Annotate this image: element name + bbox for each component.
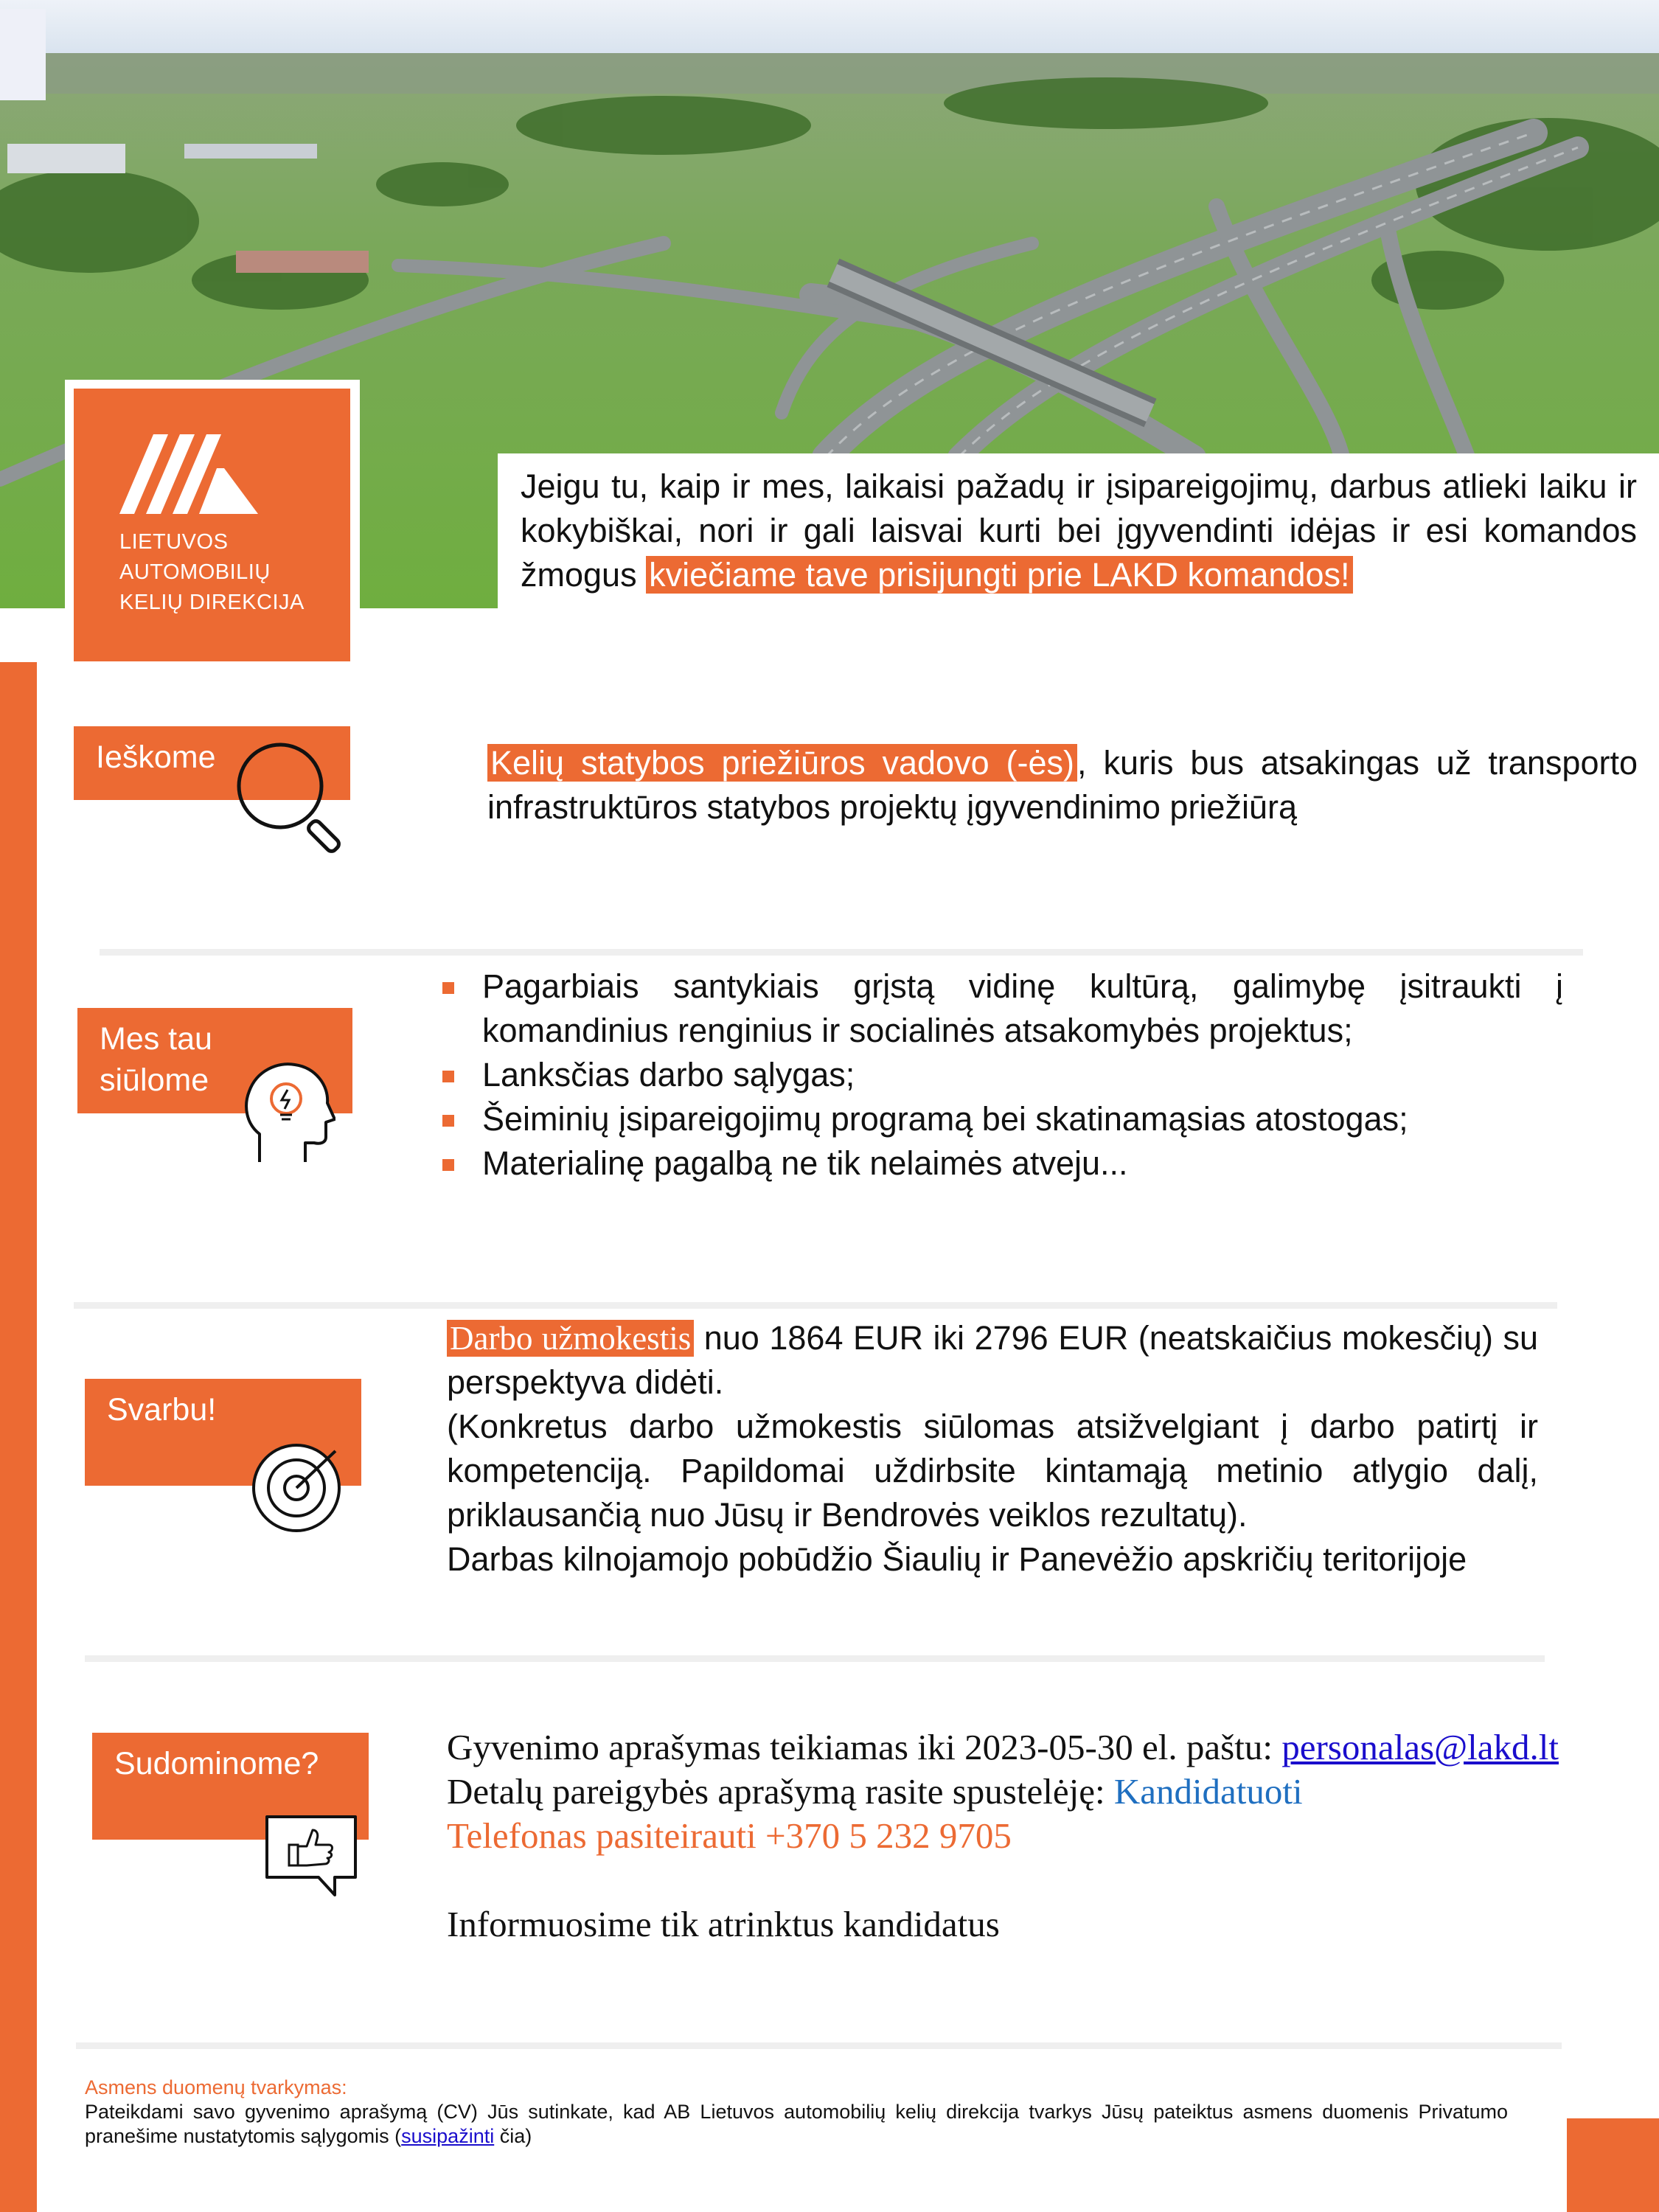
logo-line-1: LIETUVOS (119, 530, 229, 554)
corner-tab (0, 9, 46, 100)
offer-item: Šeiminių įsipareigojimų programą bei skatinamąsias atostogas; (442, 1097, 1563, 1141)
magnifier-icon (230, 736, 348, 854)
seeking-text: , kuris bus atsakingas už transporto infrastruktūros statybos projektų įgyvendinimo priežiūrą (487, 744, 1638, 826)
salary-line (447, 1316, 1538, 1405)
important-paragraph (447, 1316, 1538, 1582)
intro-text: Jeigu tu, kaip ir mes, laikaisi pažadų ir įsipareigojimų, darbus atlieki laiku ir kokybiškai, nori ir gali laisvai kurti bei įgyvendinti idėjas ir esi komandos žmogus (521, 467, 1637, 594)
seeking-position: Kelių statybos priežiūros vadovo (-ės) (487, 744, 1077, 782)
important-label: Svarbu! (107, 1392, 217, 1427)
apply-link[interactable]: Kandidatuoti (1113, 1771, 1303, 1812)
seeking-paragraph (487, 741, 1638, 830)
phone-line: Telefonas pasiteirauti +370 5 232 9705 (447, 1815, 1012, 1856)
salary-note: (Konkretus darbo užmokestis siūlomas atsižvelgiant į darbo patirtį ir kompetenciją. Papildomai uždirbsite kintamąją metinio atlygio dalį, priklausančią nuo Jūsų ir Bendrovės veiklos rezultatų). (447, 1408, 1538, 1534)
cv-line (447, 1725, 1649, 1770)
salary-label: Darbo užmokestis (447, 1320, 694, 1357)
privacy-link[interactable]: susipažinti (401, 2125, 495, 2147)
idea-head-icon (243, 1060, 335, 1164)
offer-item: Pagarbiais santykiais grįstą vidinę kultūrą, galimybę įsitraukti į komandinius renginius ir socialinės atsakomybės projektus; (442, 964, 1563, 1053)
privacy-body (85, 2100, 1508, 2149)
privacy-suffix: čia) (494, 2125, 532, 2147)
section-divider (100, 949, 1583, 956)
seeking-label: Ieškome (96, 740, 216, 775)
offer-list-container (442, 964, 1563, 1186)
left-accent-bar (0, 662, 37, 2212)
offer-item: Lanksčias darbo sąlygas; (442, 1053, 1563, 1097)
offer-label-line-2: siūlome (100, 1062, 209, 1098)
cv-text: Gyvenimo aprašymas teikiamas iki 2023-05-30 el. paštu: (447, 1727, 1282, 1767)
offer-item: Materialinę pagalbą ne tik nelaimės atveju... (442, 1141, 1563, 1186)
salary-text: nuo 1864 EUR iki 2796 EUR (neatskaičius mokesčių) su perspektyva didėti. (447, 1319, 1538, 1401)
logo-line-2: AUTOMOBILIŲ (119, 560, 271, 584)
corner-accent-block (1567, 2118, 1659, 2212)
logo (74, 389, 350, 661)
notice-line: Informuosime tik atrinktus kandidatus (447, 1904, 1000, 1944)
interested-label: Sudominome? (114, 1746, 319, 1781)
interested-paragraph (447, 1725, 1649, 1947)
logo-road-mark (119, 434, 260, 515)
logo-text (119, 527, 305, 618)
section-divider (76, 2042, 1562, 2049)
logo-line-3: KELIŲ DIREKCIJA (119, 591, 305, 614)
offer-list (442, 964, 1563, 1186)
privacy-note (85, 2076, 1508, 2149)
details-text: Detalų pareigybės aprašymą rasite spustelėję: (447, 1771, 1114, 1812)
privacy-text: Pateikdami savo gyvenimo aprašymą (CV) Jūs sutinkate, kad AB Lietuvos automobilių kelių direkcija tvarkys Jūsų pateiktus asmens duomenis Privatumo pranešime nustatytomis sąlygomis ( (85, 2101, 1508, 2147)
section-divider (85, 1655, 1545, 1662)
details-line (447, 1770, 1649, 1814)
target-icon (251, 1434, 350, 1534)
privacy-title: Asmens duomenų tvarkymas: (85, 2076, 347, 2098)
email-link[interactable]: personalas@lakd.lt (1281, 1727, 1559, 1767)
work-location: Darbas kilnojamojo pobūdžio Šiaulių ir Panevėžio apskričių teritorijoje (447, 1540, 1467, 1578)
intro-paragraph (521, 465, 1637, 597)
intro-highlight: kviečiame tave prisijungti prie LAKD komandos! (646, 556, 1352, 594)
thumbs-up-chat-icon (264, 1814, 360, 1899)
offer-label-line-1: Mes tau (100, 1021, 212, 1057)
section-divider (74, 1302, 1557, 1309)
spacer (447, 1858, 1649, 1902)
